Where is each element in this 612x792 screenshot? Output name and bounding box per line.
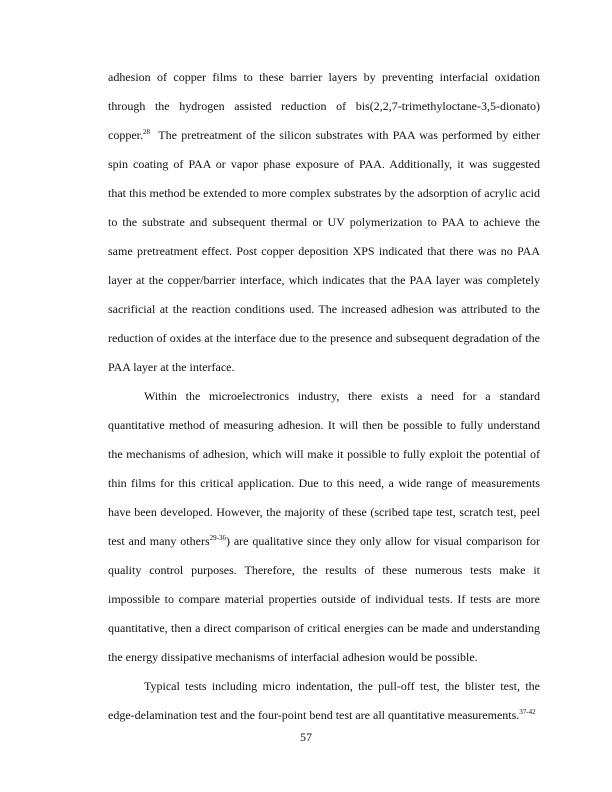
text-line: the mechanisms of adhesion, which will make it possible to fully exploit the potential of xyxy=(108,447,540,461)
text-segment: edge-delamination test and the four-point bend test are all quantitative measurements. xyxy=(108,708,520,722)
text-line: spin coating of PAA or vapor phase exposure of PAA. Additionally, it was suggested xyxy=(108,157,540,171)
text-line: same pretreatment effect. Post copper deposition XPS indicated that there was no PAA xyxy=(108,244,540,258)
text-line: reduction of oxides at the interface due to the presence and subsequent degradation of the xyxy=(108,331,540,345)
text-line xyxy=(108,128,540,142)
text-line: PAA layer at the interface. xyxy=(108,360,235,374)
text-line: that this method be extended to more complex substrates by the adsorption of acrylic acid xyxy=(108,186,540,200)
citation-superscript: 37-42 xyxy=(519,708,536,716)
citation-superscript: 29-36 xyxy=(209,534,226,542)
text-line: adhesion of copper films to these barrier layers by preventing interfacial oxidation xyxy=(108,70,540,84)
paragraph-first-line: Typical tests including micro indentation, the pull-off test, the blister test, the xyxy=(144,679,540,693)
text-segment: The pretreatment of the silicon substrates with PAA was performed by either xyxy=(150,128,540,142)
text-line: quality control purposes. Therefore, the results of these numerous tests make it xyxy=(108,563,540,577)
text-segment: copper. xyxy=(108,128,143,142)
text-line: to the substrate and subsequent thermal or UV polymerization to PAA to achieve the xyxy=(108,215,540,229)
text-line: have been developed. However, the majority of these (scribed tape test, scratch test, peel xyxy=(108,505,540,519)
text-line: sacrificial at the reaction conditions used. The increased adhesion was attributed to the xyxy=(108,302,540,316)
text-line: impossible to compare material properties outside of individual tests. If tests are more xyxy=(108,592,540,606)
text-segment: test and many others xyxy=(108,534,210,548)
text-segment: ) are qualitative since they only allow for visual comparison for xyxy=(225,534,540,548)
text-line: layer at the copper/barrier interface, which indicates that the PAA layer was completely xyxy=(108,273,540,287)
text-line: through the hydrogen assisted reduction of bis(2,2,7-trimethyloctane-3,5-dionato) xyxy=(108,99,540,113)
page-number: 57 xyxy=(300,730,312,744)
text-line: quantitative method of measuring adhesion. It will then be possible to fully understand xyxy=(108,418,540,432)
text-line: quantitative, then a direct comparison of critical energies can be made and understanding xyxy=(108,621,540,635)
text-line: the energy dissipative mechanisms of interfacial adhesion would be possible. xyxy=(108,650,478,664)
paragraph-first-line: Within the microelectronics industry, there exists a need for a standard xyxy=(144,389,540,403)
text-line xyxy=(108,534,540,548)
text-line: thin films for this critical application. Due to this need, a wide range of measurements xyxy=(108,476,540,490)
text-line xyxy=(108,708,540,722)
citation-superscript: 28 xyxy=(143,128,150,136)
